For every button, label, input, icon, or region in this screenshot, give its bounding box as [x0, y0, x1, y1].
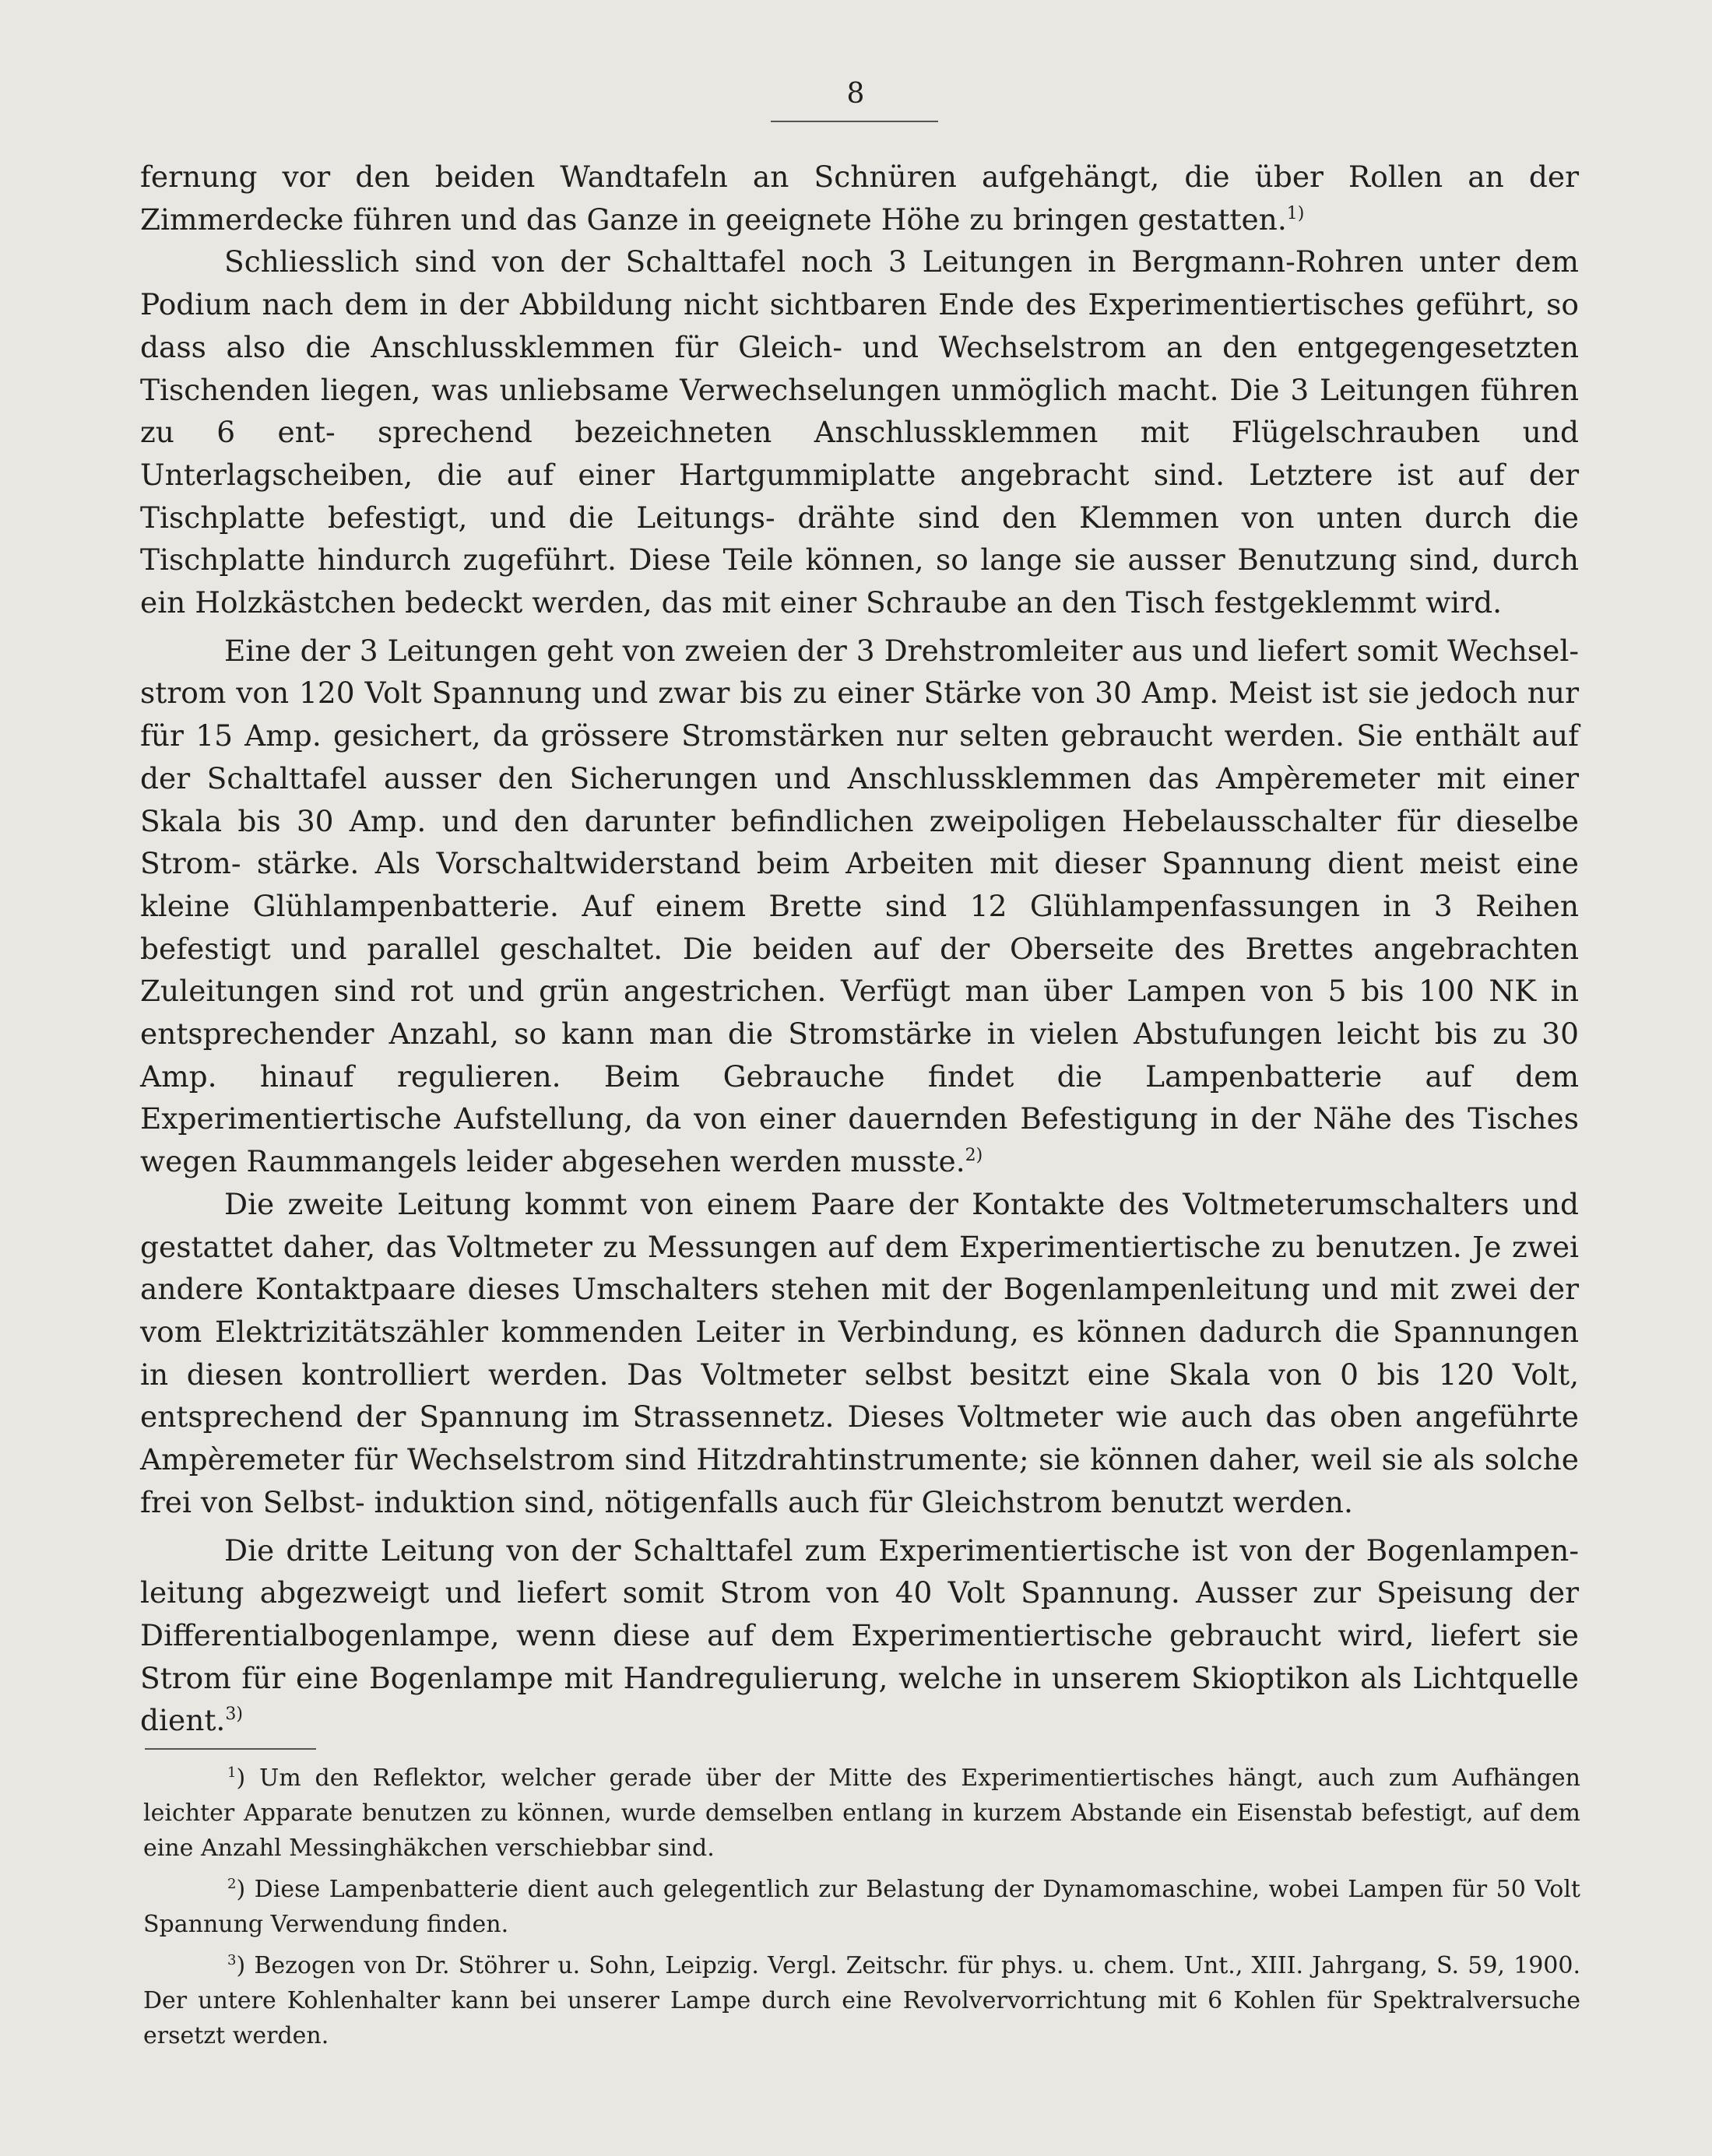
footnote-mark: 1: [227, 1764, 237, 1781]
footnote-text: ) Um den Reflektor, welcher gerade über der Mitte des Experimentiertisches hängt, auch zum Aufhängen leichter Apparate benutzen zu können, wurde demselben entlang in kurzem Abstande ein Eisenstab befestigt, auf dem eine Anzahl Messinghäkchen verschiebbar sind.: [143, 1764, 1580, 1862]
footnote-separator: [145, 1748, 316, 1750]
footnote-2: [143, 1872, 1580, 1942]
paragraph-2: [140, 241, 1579, 623]
footnotes: [143, 1761, 1580, 2059]
paragraph-text: Die dritte Leitung von der Schalttafel zum Experimentiertische ist von der Bogenlampen- leitung abgezweigt und liefert somit Strom von 40 Volt Spannung. Ausser zur Speisung der Differentialbogenlampe, wenn diese auf dem Experimentiertische gebraucht wird, liefert sie Strom für eine Bogenlampe mit Handregulierung, welche in unserem Skioptikon als Lichtquelle dient.: [140, 1533, 1579, 1738]
footnote-mark: 3: [227, 1952, 237, 1968]
page-number-rule: [771, 121, 938, 122]
paragraph-text: Eine der 3 Leitungen geht von zweien der 3 Drehstromleiter aus und liefert somit Wechsel- strom von 120 Volt Spannung und zwar bis zu einer Stärke von 30 Amp. Meist ist sie jedoch nur für 15 Amp. gesichert, da grössere Stromstärken nur selten gebraucht werden. Sie enthält auf der Schalttafel ausser den Sicherungen und Anschlussklemmen das Ampèremeter mit einer Skala bis 30 Amp. und den darunter befindlichen zweipoligen Hebelausschalter für dieselbe Strom- stärke. Als Vorschaltwiderstand beim Arbeiten mit dieser Spannung dient meist eine kleine Glühlampenbatterie. Auf einem Brette sind 12 Glühlampenfassungen in 3 Reihen befestigt und parallel geschaltet. Die beiden auf der Oberseite des Brettes angebrachten Zuleitungen sind rot und grün angestrichen. Verfügt man über Lampen von 5 bis 100 NK in entsprechender Anzahl, so kann man die Stromstärke in vielen Abstufungen leicht bis zu 30 Amp. hinauf regulieren. Beim Gebrauche findet die Lampenbatterie auf dem Experimentiertische Aufstellung, da von einer dauernden Befestigung in der Nähe des Tisches wegen Raummangels leider abgesehen werden musste.: [140, 633, 1579, 1179]
paragraph-4: [140, 1183, 1579, 1524]
footnote-text: ) Diese Lampenbatterie dient auch gelegentlich zur Belastung der Dynamomaschine, wobei Lampen für 50 Volt Spannung Verwendung finden.: [143, 1876, 1580, 1938]
footnote-mark: 2: [227, 1876, 237, 1892]
paragraph-text: Die zweite Leitung kommt von einem Paare der Kontakte des Voltmeterumschalters und gestattet daher, das Voltmeter zu Messungen auf dem Experimentiertische zu benutzen. Je zwei andere Kontaktpaare dieses Umschalters stehen mit der Bogenlampenleitung und mit zwei der vom Elektrizitätszähler kommenden Leiter in Verbindung, es können dadurch die Spannungen in diesen kontrolliert werden. Das Voltmeter selbst besitzt eine Skala von 0 bis 120 Volt, entsprechend der Spannung im Strassennetz. Dieses Voltmeter wie auch das oben angeführte Ampèremeter für Wechselstrom sind Hitzdrahtinstrumente; sie können daher, weil sie als solche frei von Selbst- induktion sind, nötigenfalls auch für Gleichstrom benutzt werden.: [140, 1186, 1579, 1519]
footnote-1: [143, 1761, 1580, 1866]
paragraph-text: Schliesslich sind von der Schalttafel noch 3 Leitungen in Bergmann-Rohren unter dem Podium nach dem in der Abbildung nicht sichtbaren Ende des Experimentiertisches geführt, so dass also die Anschlussklemmen für Gleich- und Wechselstrom an den entgegengesetzten Tischenden liegen, was unliebsame Verwechselungen unmöglich macht. Die 3 Leitungen führen zu 6 ent- sprechend bezeichneten Anschlussklemmen mit Flügelschrauben und Unterlagscheiben, die auf einer Hartgummiplatte angebracht sind. Letztere ist auf der Tischplatte befestigt, und die Leitungs- drähte sind den Klemmen von unten durch die Tischplatte hindurch zugeführt. Diese Teile können, so lange sie ausser Benutzung sind, durch ein Holzkästchen bedeckt werden, das mit einer Schraube an den Tisch festgeklemmt wird.: [140, 244, 1579, 620]
paragraph-text: fernung vor den beiden Wandtafeln an Schnüren aufgehängt, die über Rollen an der Zimmerdecke führen und das Ganze in geeignete Höhe zu bringen gestatten.: [140, 160, 1579, 237]
body-text: [140, 156, 1579, 1742]
page-number: 8: [846, 78, 866, 110]
footnote-ref-2: 2): [965, 1146, 983, 1166]
footnote-text: ) Bezogen von Dr. Stöhrer u. Sohn, Leipzig. Vergl. Zeitschr. für phys. u. chem. Unt., XIII. Jahrgang, S. 59, 1900. Der untere Kohlenhalter kann bei unserer Lampe durch eine Revolvervorrichtung mit 6 Kohlen für Spektralversuche ersetzt werden.: [143, 1952, 1580, 2049]
footnote-3: [143, 1948, 1580, 2053]
paragraph-5: [140, 1529, 1579, 1743]
paragraph-1: [140, 156, 1579, 241]
footnote-ref-3: 3): [225, 1705, 243, 1725]
footnote-ref-1: 1): [1286, 203, 1305, 223]
paragraph-3: [140, 630, 1579, 1183]
